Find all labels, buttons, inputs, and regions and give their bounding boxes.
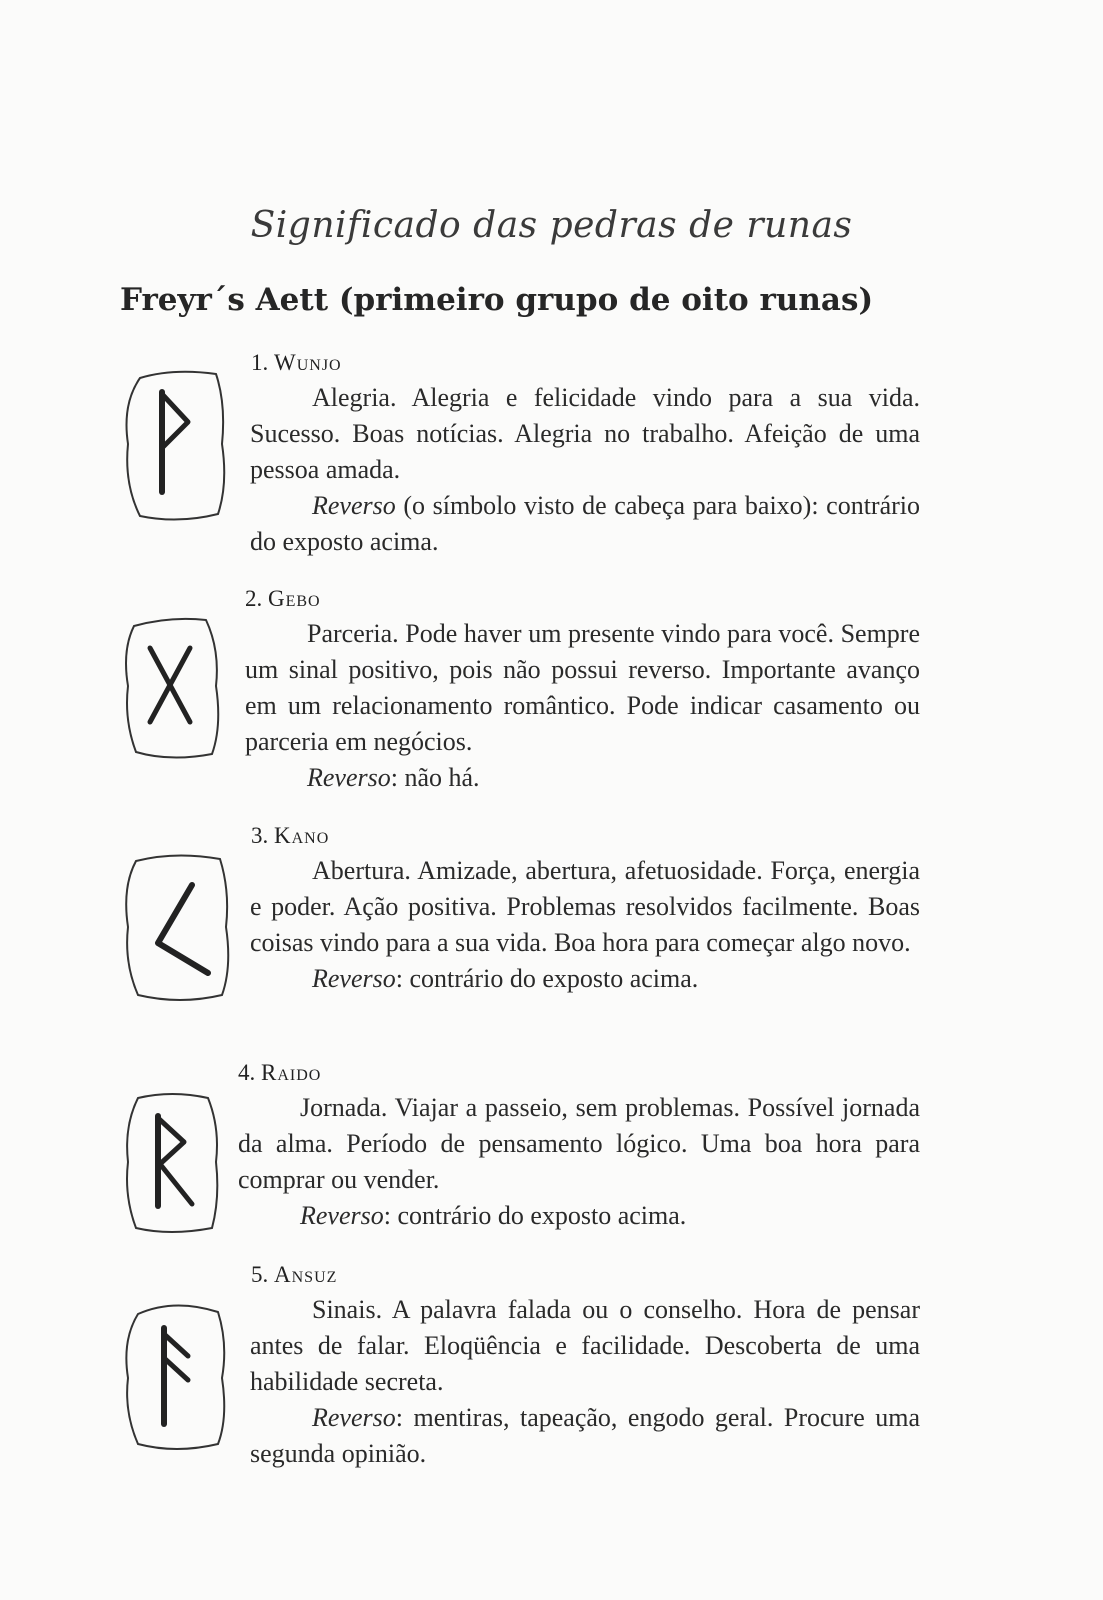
reverse-text: : contrário do exposto acima. (395, 964, 699, 993)
entry-title (251, 823, 329, 849)
entry-reverse (250, 1400, 920, 1472)
entry-meaning: Sinais. A palavra falada ou o conselho. Hora de pensar antes de falar. Eloqüência e facilidade. Descoberta de uma habilidade secreta. (250, 1295, 920, 1396)
entry-reverse (250, 488, 920, 560)
entry-body (250, 1292, 920, 1472)
entry-body (238, 1090, 920, 1234)
entry-body (250, 853, 920, 997)
reverse-label: Reverso (312, 1403, 396, 1432)
entry-name: Wunjo (274, 350, 342, 375)
entry-name: Ansuz (274, 1262, 338, 1287)
entry-number: 5. (251, 1262, 269, 1287)
entry-meaning: Alegria. Alegria e felicidade vindo para a sua vida. Sucesso. Boas notícias. Alegria no trabalho. Afeição de uma pessoa amada. (250, 383, 920, 484)
entry-number: 1. (251, 350, 269, 375)
entry-reverse (245, 760, 920, 796)
entry-title (251, 350, 342, 376)
section-heading: Freyr´s Aett (primeiro grupo de oito runas) (120, 282, 874, 318)
entry-name: Raido (261, 1060, 322, 1085)
page-title: Significado das pedras de runas (250, 205, 853, 246)
entry-name: Kano (274, 823, 330, 848)
entry-name: Gebo (268, 586, 321, 611)
raido-rune-icon (120, 1086, 224, 1236)
entry-number: 2. (245, 586, 263, 611)
reverse-text: : contrário do exposto acima. (383, 1201, 687, 1230)
entry-meaning: Parceria. Pode haver um presente vindo para você. Sempre um sinal positivo, pois não possui reverso. Importante avanço em um relacionamento romântico. Pode indicar casamento ou parceria em negócios. (245, 619, 920, 756)
gebo-rune-icon (120, 610, 224, 762)
entry-title (251, 1262, 337, 1288)
entry-title (238, 1060, 321, 1086)
entry-number: 4. (238, 1060, 256, 1085)
reverse-text: : mentiras, tapeação, engodo geral. Procure uma segunda opinião. (250, 1403, 920, 1468)
wunjo-rune-icon (118, 364, 234, 524)
reverse-text: (o símbolo visto de cabeça para baixo): contrário do exposto acima. (250, 491, 920, 556)
entry-meaning: Abertura. Amizade, abertura, afetuosidade. Força, energia e poder. Ação positiva. Problemas resolvidos facilmente. Boas coisas vindo para a sua vida. Boa hora para começar algo novo. (250, 856, 920, 957)
reverse-label: Reverso (312, 964, 396, 993)
kano-rune-icon (120, 847, 236, 1005)
reverse-label: Reverso (300, 1201, 384, 1230)
entry-body (245, 616, 920, 796)
entry-body (250, 380, 920, 560)
entry-reverse (238, 1198, 920, 1234)
entry-title (245, 586, 321, 612)
entry-number: 3. (251, 823, 269, 848)
reverse-label: Reverso (307, 763, 391, 792)
entry-reverse (250, 961, 920, 997)
ansuz-rune-icon (118, 1294, 234, 1454)
entry-meaning: Jornada. Viajar a passeio, sem problemas. Possível jornada da alma. Período de pensamento lógico. Uma boa hora para comprar ou vender. (238, 1093, 920, 1194)
reverse-label: Reverso (312, 491, 396, 520)
reverse-text: : não há. (390, 763, 480, 792)
